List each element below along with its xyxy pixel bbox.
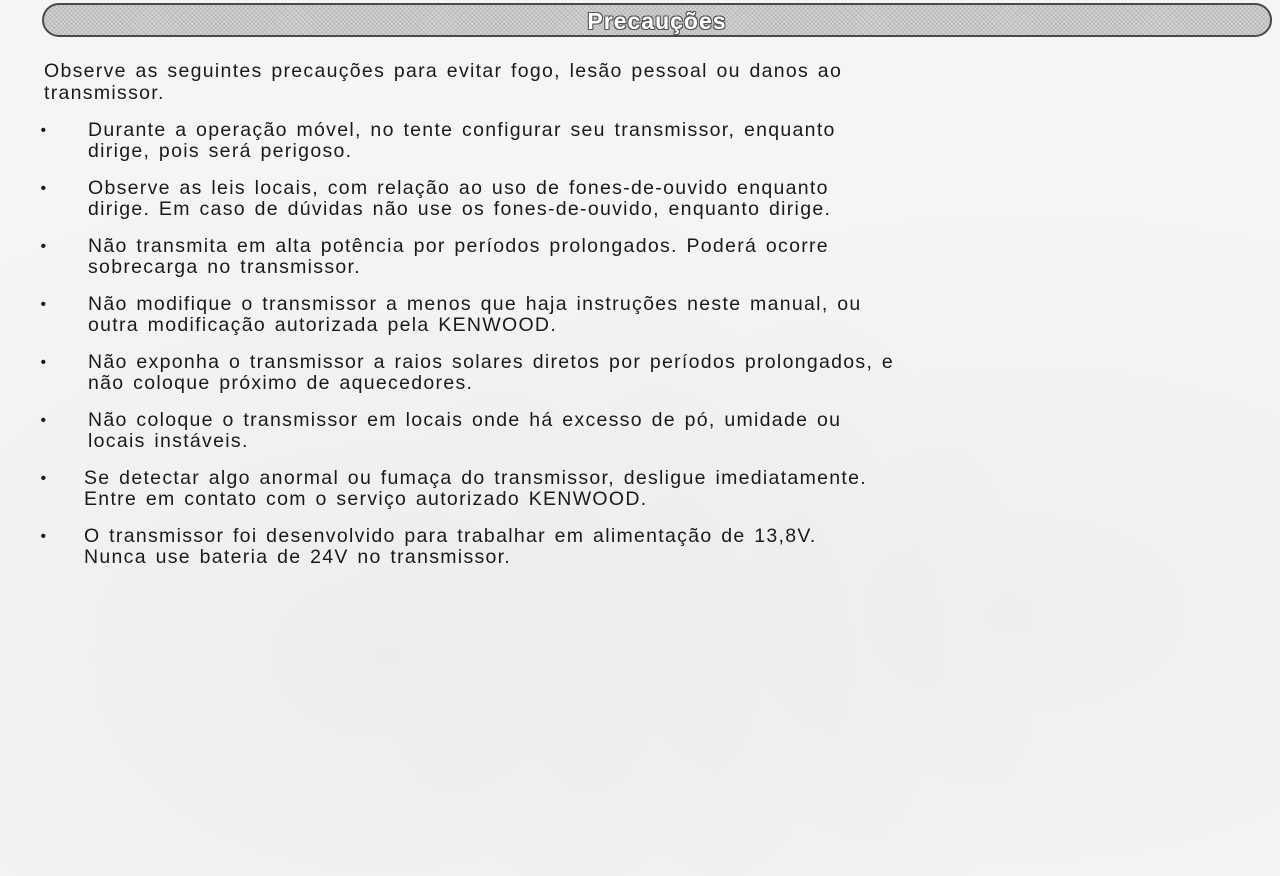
precautions-list [38, 120, 1273, 584]
bullet-icon: • [40, 470, 48, 487]
bullet-icon: • [40, 122, 48, 139]
list-item [38, 410, 1273, 468]
intro-paragraph [44, 60, 1244, 104]
list-item-line-2: sobrecarga no transmissor. [88, 256, 361, 278]
page-title: Precauções [587, 8, 727, 34]
list-item-text [84, 526, 1273, 568]
list-item-line-1: Se detectar algo anormal ou fumaça do transmissor, desligue imediatamente. [84, 467, 867, 489]
intro-line-1: Observe as seguintes precauções para evitar fogo, lesão pessoal ou danos ao [44, 60, 843, 82]
list-item-line-2: locais instáveis. [88, 430, 249, 452]
list-item-line-2: dirige, pois será perigoso. [88, 140, 353, 162]
list-item [38, 468, 1273, 526]
list-item-line-1: Observe as leis locais, com relação ao uso de fones-de-ouvido enquanto [88, 177, 829, 199]
list-item-text [88, 236, 1273, 278]
list-item [38, 352, 1273, 410]
list-item-line-2: Nunca use bateria de 24V no transmissor. [84, 546, 512, 568]
list-item-text [88, 410, 1273, 452]
list-item-line-1: Não transmita em alta potência por períodos prolongados. Poderá ocorre [88, 235, 829, 257]
list-item-text [88, 294, 1273, 336]
list-item [38, 178, 1273, 236]
list-item-line-2: dirige. Em caso de dúvidas não use os fones-de-ouvido, enquanto dirige. [88, 198, 832, 220]
bullet-icon: • [40, 238, 48, 255]
list-item-line-1: O transmissor foi desenvolvido para trabalhar em alimentação de 13,8V. [84, 525, 817, 547]
list-item-line-2: outra modificação autorizada pela KENWOOD. [88, 314, 558, 336]
list-item [38, 236, 1273, 294]
list-item-text [88, 178, 1273, 220]
bullet-icon: • [40, 296, 48, 313]
list-item-line-2: Entre em contato com o serviço autorizado KENWOOD. [84, 488, 648, 510]
list-item [38, 526, 1273, 584]
list-item [38, 294, 1273, 352]
bullet-icon: • [40, 354, 48, 371]
bullet-icon: • [40, 528, 48, 545]
bullet-icon: • [40, 180, 48, 197]
list-item-line-1: Não coloque o transmissor em locais onde há excesso de pó, umidade ou [88, 409, 842, 431]
list-item-text [88, 352, 1273, 394]
list-item-text [88, 120, 1273, 162]
intro-line-2: transmissor. [44, 82, 165, 104]
list-item-line-1: Durante a operação móvel, no tente configurar seu transmissor, enquanto [88, 119, 836, 141]
list-item [38, 120, 1273, 178]
list-item-line-1: Não modifique o transmissor a menos que haja instruções neste manual, ou [88, 293, 862, 315]
bullet-icon: • [40, 412, 48, 429]
list-item-text [84, 468, 1273, 510]
list-item-line-2: não coloque próximo de aquecedores. [88, 372, 474, 394]
list-item-line-1: Não exponha o transmissor a raios solares diretos por períodos prolongados, e [88, 351, 895, 373]
section-title-bar [42, 3, 1272, 37]
